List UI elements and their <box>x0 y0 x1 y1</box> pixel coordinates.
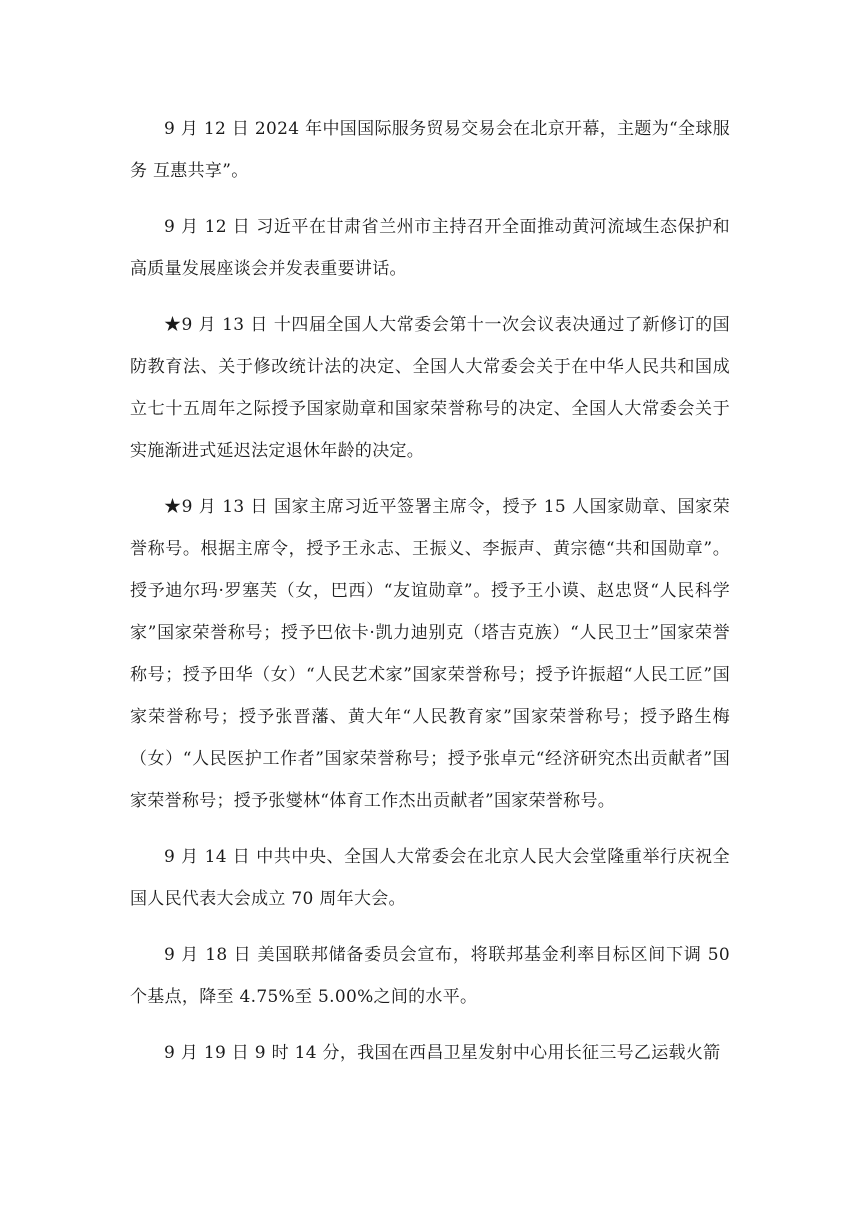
document-page <box>130 108 730 1088</box>
paragraph-national-medals-awarded: ★9 月 13 日 国家主席习近平签署主席令，授予 15 人国家勋章、国家荣誉称号。根据主席令，授予王永志、王振义、李振声、黄宗德“共和国勋章”。授予迪尔玛·罗塞芙（女，巴西）“友谊勋章”。授予王小谟、赵忠贤“人民科学家”国家荣誉称号；授予巴依卡·凯力迪别克（塔吉克族）“人民卫士”国家荣誉称号；授予田华（女）“人民艺术家”国家荣誉称号；授予许振超“人民工匠”国家荣誉称号；授予张晋藩、黄大年“人民教育家”国家荣誉称号；授予路生梅（女）“人民医护工作者”国家荣誉称号；授予张卓元“经济研究杰出贡献者”国家荣誉称号；授予张燮林“体育工作杰出贡献者”国家荣誉称号。 <box>130 497 730 811</box>
paragraph-yellow-river-symposium: 9 月 12 日 习近平在甘肃省兰州市主持召开全面推动黄河流域生态保护和高质量发展座谈会并发表重要讲话。 <box>130 217 730 279</box>
paragraph-xichang-launch: 9 月 19 日 9 时 14 分，我国在西昌卫星发射中心用长征三号乙运载火箭 <box>164 1043 721 1063</box>
paragraph-npc-standing-committee-session: ★9 月 13 日 十四届全国人大常委会第十一次会议表决通过了新修订的国防教育法、关于修改统计法的决定、全国人大常委会关于在中华人民共和国成立七十五周年之际授予国家勋章和国家荣誉称号的决定、全国人大常委会关于实施渐进式延迟法定退休年龄的决定。 <box>130 315 730 461</box>
paragraph-ciftis-opening: 9 月 12 日 2024 年中国国际服务贸易交易会在北京开幕，主题为“全球服务 互惠共享”。 <box>130 119 730 181</box>
paragraph-fed-rate-cut: 9 月 18 日 美国联邦储备委员会宣布，将联邦基金利率目标区间下调 50 个基点，降至 4.75%至 5.00%之间的水平。 <box>130 945 730 1007</box>
paragraph-npc-70th-anniversary: 9 月 14 日 中共中央、全国人大常委会在北京人民大会堂隆重举行庆祝全国人民代表大会成立 70 周年大会。 <box>130 847 730 909</box>
